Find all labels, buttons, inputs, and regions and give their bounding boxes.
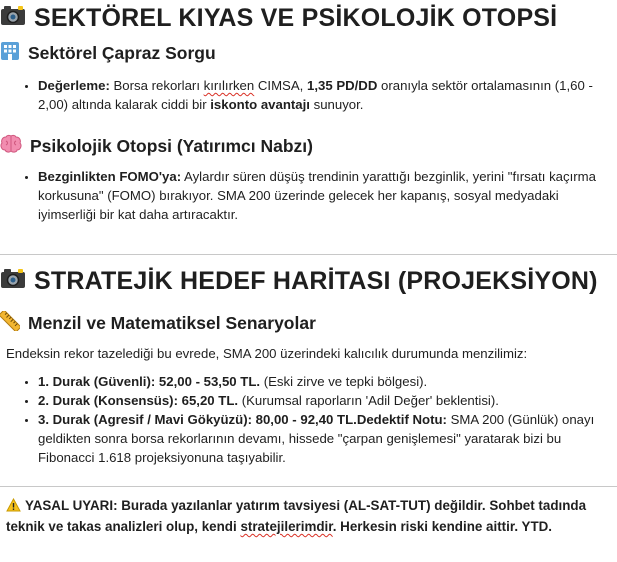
divider: [0, 254, 617, 255]
range-subtitle: Menzil ve Matematiksel Senaryolar: [0, 311, 617, 336]
legal-disclaimer: YASAL UYARI: Burada yazılanlar yatırım tavsiyesi (AL-SAT-TUT) değildir. Sohbet tadında teknik ve takas analizleri olup, kendi stratejilerimdir. Herkesin riski kendine aittir. YTD.: [6, 498, 587, 534]
camera-with-flash-icon: [0, 4, 26, 33]
list-item: • Değerleme: Borsa rekorları kırılırken CIMSA, 1,35 PD/DD oranıyla sektör ortalamasının (1,60 - 2,00) altında kalarak ciddi bir iskonto avantajı sunuyor.: [38, 76, 617, 114]
ruler-icon: [0, 311, 20, 336]
list-item: • 1. Durak (Güvenli): 52,00 - 53,50 TL. (Eski zirve ve tepki bölgesi).: [38, 372, 617, 391]
list-item: • 3. Durak (Agresif / Mavi Gökyüzü): 80,00 - 92,40 TL.Dedektif Notu: SMA 200 (Günlük) onayı geldikten sonra borsa rekorlarının devamı, hissede "çarpan genişlemesi" yaratarak bizi bu Fibonacci 1.618 projeksiyonuna taşıyabilir.: [38, 410, 617, 467]
list-item: • 2. Durak (Konsensüs): 65,20 TL. (Kurumsal raporların 'Adil Değer' beklentisi).: [38, 391, 617, 410]
valuation-list: [0, 76, 617, 114]
psychology-list: [0, 167, 617, 224]
section1-title: SEKTÖREL KIYAS VE PSİKOLOJİK OTOPSİ: [0, 4, 617, 33]
psychology-subtitle: Psikolojik Otopsi (Yatırımcı Nabzı): [0, 134, 617, 159]
section2-title: STRATEJİK HEDEF HARİTASI (PROJEKSİYON): [0, 267, 617, 296]
brain-icon: [0, 134, 22, 159]
divider: [0, 486, 617, 487]
sectoral-subtitle: Sektörel Çapraz Sorgu: [0, 41, 617, 66]
targets-list: [0, 372, 617, 467]
office-building-icon: [0, 41, 20, 66]
range-intro: Endeksin rekor tazelediği bu evrede, SMA 200 üzerindeki kalıcılık durumunda menzilimiz:: [6, 346, 528, 361]
list-item: • Bezginlikten FOMO'ya: Aylardır süren düşüş trendinin yarattığı bezginlik, yerini "fırsatı kaçırma korkusuna" (FOMO) bırakıyor. SMA 200 üzerinde gelecek her kapanış, sosyal medyadaki iyimserliği bir kat daha artıracaktır.: [38, 167, 617, 224]
camera-with-flash-icon: [0, 267, 26, 296]
warning-icon: [6, 498, 21, 517]
